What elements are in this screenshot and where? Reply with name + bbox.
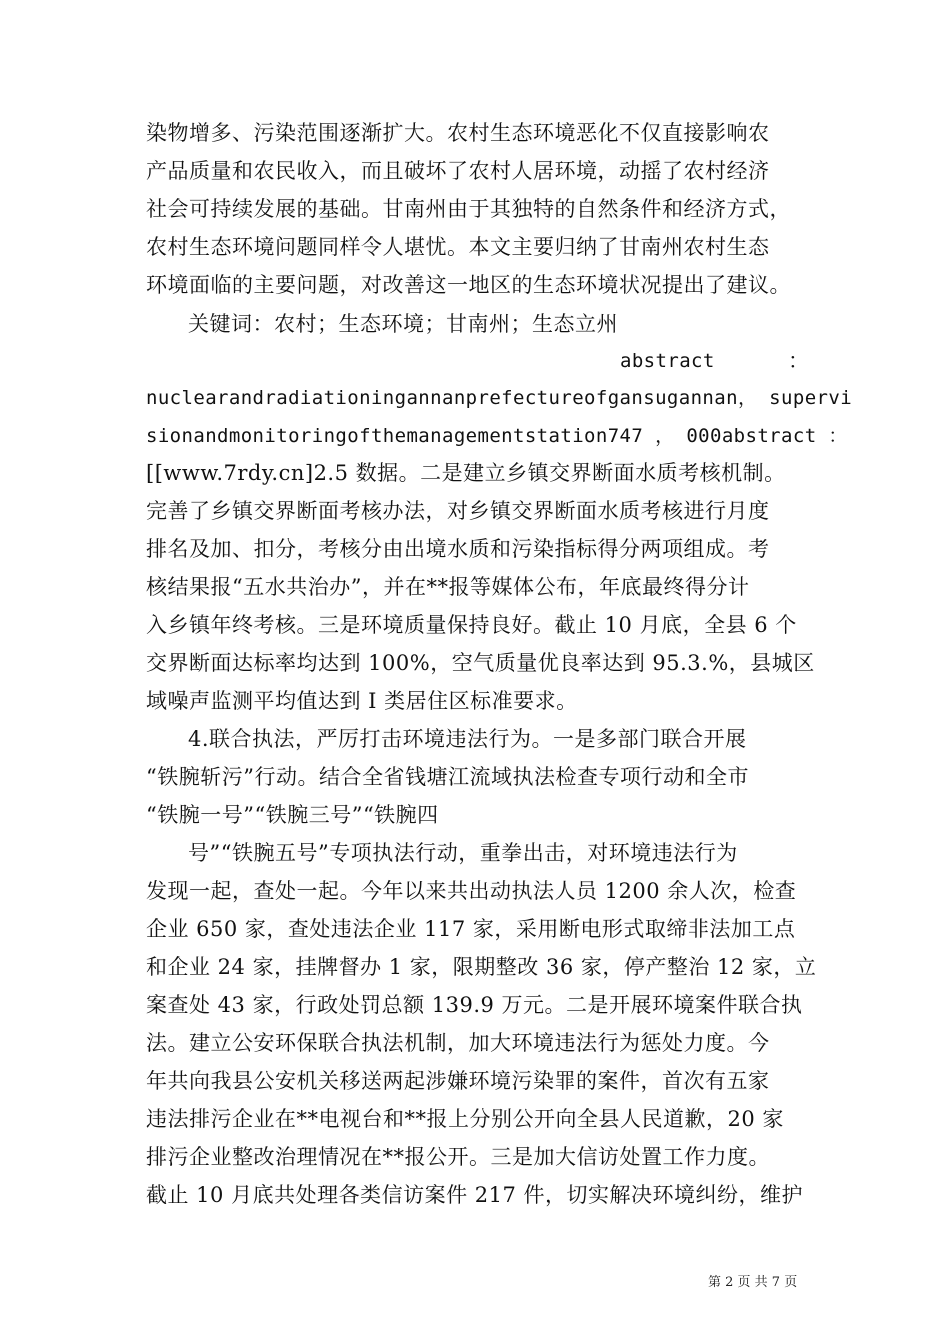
text-line: [[www.7rdy.cn]2.5 数据。二是建立乡镇交界断面水质考核机制。: [146, 461, 786, 485]
text-line: 核结果报“五水共治办”，并在**报等媒体公布，年底最终得分计: [146, 575, 750, 599]
text-line: 截止 10 月底共处理各类信访案件 217 件，切实解决环境纠纷，维护: [146, 1183, 804, 1207]
text-line: 发现一起，查处一起。今年以来共出动执法人员 1200 余人次，检查: [146, 879, 797, 903]
text-line: 完善了乡镇交界断面考核办法，对乡镇交界断面水质考核进行月度: [146, 499, 770, 523]
text-line: 社会可持续发展的基础。甘南州由于其独特的自然条件和经济方式，: [146, 197, 791, 221]
abstract-text-line: nuclearandradiationingannanprefectureofgansugannan， supervi: [146, 387, 853, 409]
text-line: 农村生态环境问题同样令人堪忧。本文主要归纳了甘南州农村生态: [146, 235, 770, 259]
text-line: 入乡镇年终考核。三是环境质量保持良好。截止 10 月底，全县 6 个: [146, 613, 797, 637]
text-line: 法。建立公安环保联合执法机制，加大环境违法行为惩处力度。今: [146, 1031, 770, 1055]
text-line: “铁腕一号”“铁腕三号”“铁腕四: [146, 803, 439, 827]
text-line: 交界断面达标率均达到 100%，空气质量优良率达到 95.3.%，县城区: [146, 651, 815, 675]
abstract-text-line: sionandmonitoringofthemanagementstation747 ， 000abstract ：: [146, 425, 848, 447]
text-line: “铁腕斩污”行动。结合全省钱塘江流域执法检查专项行动和全市: [146, 765, 749, 789]
text-line: 号”“铁腕五号”专项执法行动，重拳出击，对环境违法行为: [188, 841, 738, 865]
keywords-line: 关键词：农村；生态环境；甘南州；生态立州: [188, 312, 618, 336]
text-line: 和企业 24 家，挂牌督办 1 家，限期整改 36 家，停产整治 12 家，立: [146, 955, 817, 979]
text-line: 染物增多、污染范围逐渐扩大。农村生态环境恶化不仅直接影响农: [146, 121, 770, 145]
text-line: 4.联合执法，严厉打击环境违法行为。一是多部门联合开展: [188, 727, 747, 751]
text-line: 域噪声监测平均值达到 I 类居住区标准要求。: [146, 689, 578, 713]
text-line: 环境面临的主要问题，对改善这一地区的生态环境状况提出了建议。: [146, 273, 791, 297]
text-line: 产品质量和农民收入，而且破坏了农村人居环境，动摇了农村经济: [146, 159, 770, 183]
abstract-colon: ：: [788, 349, 810, 373]
text-line: 年共向我县公安机关移送两起涉嫌环境污染罪的案件，首次有五家: [146, 1069, 770, 1093]
abstract-label: abstract: [620, 350, 715, 372]
page-number: 第 2 页 共 7 页: [708, 1275, 798, 1290]
text-line: 排污企业整改治理情况在**报公开。三是加大信访处置工作力度。: [146, 1145, 770, 1169]
text-line: 违法排污企业在**电视台和**报上分别公开向全县人民道歉，20 家: [146, 1107, 784, 1131]
text-line: 案查处 43 家，行政处罚总额 139.9 万元。二是开展环境案件联合执: [146, 993, 803, 1017]
text-line: 企业 650 家，查处违法企业 117 家，采用断电形式取缔非法加工点: [146, 917, 796, 941]
text-line: 排名及加、扣分，考核分由出境水质和污染指标得分两项组成。考: [146, 537, 770, 561]
